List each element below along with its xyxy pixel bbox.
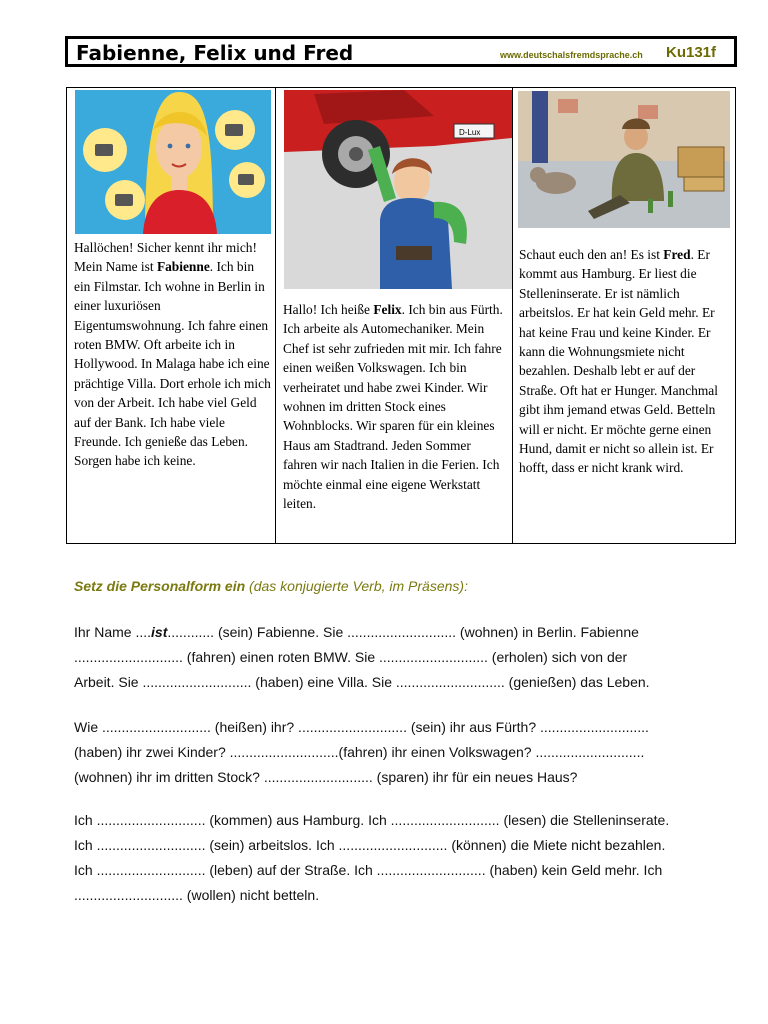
worksheet-code: Ku131f	[666, 44, 717, 61]
story-fabienne: Hallöchen! Sicher kennt ihr mich! Mein Name ist Fabienne. Ich bin ein Filmstar. Ich wohne in Berlin in einer luxuriösen Eigentumswohnung. Ich fahre einen roten BMW. Oft arbeite ich in Hollywood. In Malaga habe ich eine prächtige Villa. Dort erhole ich mich von der Arbeit. Ich habe viel Geld auf der Bank. Ich habe viele Freunde. Ich genieße das Leben. Sorgen habe ich keine.	[74, 240, 271, 469]
fabienne-illustration	[75, 90, 271, 234]
story-felix: Hallo! Ich heiße Felix. Ich bin aus Fürth. Ich arbeite als Automechaniker. Mein Chef ist sehr zufrieden mit mir. Ich fahre einen weißen Volkswagen. Ich bin verheiratet und habe zwei Kinder. Wir wohnen im dritten Stock eines Wohnblocks. Wir sparen für ein kleines Haus am Stadtrand. Jeden Sommer fahren wir nach Italien in die Ferien. Ich möchte einmal eine eigene Werkstatt leiten.	[283, 302, 503, 512]
exercise-line: Ihr Name ....ist............ (sein) Fabienne. Sie ............................ (wohnen) in Berlin. Fabienne	[74, 624, 639, 640]
story-column-fred	[513, 88, 735, 543]
name-fred: Fred	[663, 247, 691, 262]
exercise-line: Ich ............................ (leben) auf der Straße. Ich ............................ (haben) kein Geld mehr. Ich	[74, 862, 663, 878]
worksheet-title: Fabienne, Felix und Fred	[76, 41, 354, 65]
exercise-line: (wohnen) ihr im dritten Stock? ............................ (sparen) ihr für ein neues Haus?	[74, 769, 578, 785]
task-instruction-bold: Setz die Personalform ein	[74, 578, 246, 594]
exercise-line: Arbeit. Sie ............................ (haben) eine Villa. Sie ............................ (genießen) das Leben.	[74, 674, 650, 690]
story-column-felix	[276, 88, 513, 543]
exercise-line: Wie ............................ (heißen) ihr? ............................ (sein) ihr aus Fürth? ............................	[74, 719, 649, 735]
exercise-line: ............................ (wollen) nicht betteln.	[74, 887, 320, 903]
task-instruction	[74, 578, 744, 594]
car-plate-text: D-Lux	[459, 128, 481, 137]
exercise-block-fred	[74, 808, 744, 908]
exercise-line: Ich ............................ (sein) arbeitslos. Ich ............................ (können) die Miete nicht bezahlen.	[74, 837, 666, 853]
exercise-block-fabienne	[74, 620, 744, 695]
task-instruction-rest: (das konjugierte Verb, im Präsens):	[245, 578, 468, 594]
exercise-line: ............................ (fahren) einen roten BMW. Sie ............................ (erholen) sich von der	[74, 649, 628, 665]
name-fabienne: Fabienne	[156, 259, 210, 275]
fred-illustration	[518, 91, 730, 228]
exercise-line: (haben) ihr zwei Kinder? ............................(fahren) ihr einen Volkswagen? ............................	[74, 744, 645, 760]
example-answer: ist	[151, 624, 168, 640]
worksheet-header	[65, 36, 737, 67]
website-link[interactable]: www.deutschalsfremdsprache.ch	[500, 50, 643, 60]
exercise-line: Ich ............................ (kommen) aus Hamburg. Ich ............................ (lesen) die Stelleninserate.	[74, 812, 670, 828]
exercise-block-felix	[74, 715, 744, 790]
story-fred: Schaut euch den an! Es ist Fred. Er kommt aus Hamburg. Er liest die Stelleninserate. Er ist nämlich arbeitslos. Er hat kein Geld mehr. Er hat keine Frau und keine Kinder. Er kann die Wohnungsmiete nicht bezahlen. Deshalb lebt er auf der Straße. Oft hat er Hunger. Manchmal gibt ihm jemand etwas Geld. Betteln will er nicht. Er möchte gerne einen Hund, damit er nicht so allein ist. Er hofft, dass er nicht krank wird.	[519, 247, 718, 476]
story-table	[66, 87, 736, 544]
name-felix: Felix	[373, 302, 402, 317]
felix-illustration	[284, 90, 512, 289]
story-column-fabienne	[67, 88, 276, 543]
